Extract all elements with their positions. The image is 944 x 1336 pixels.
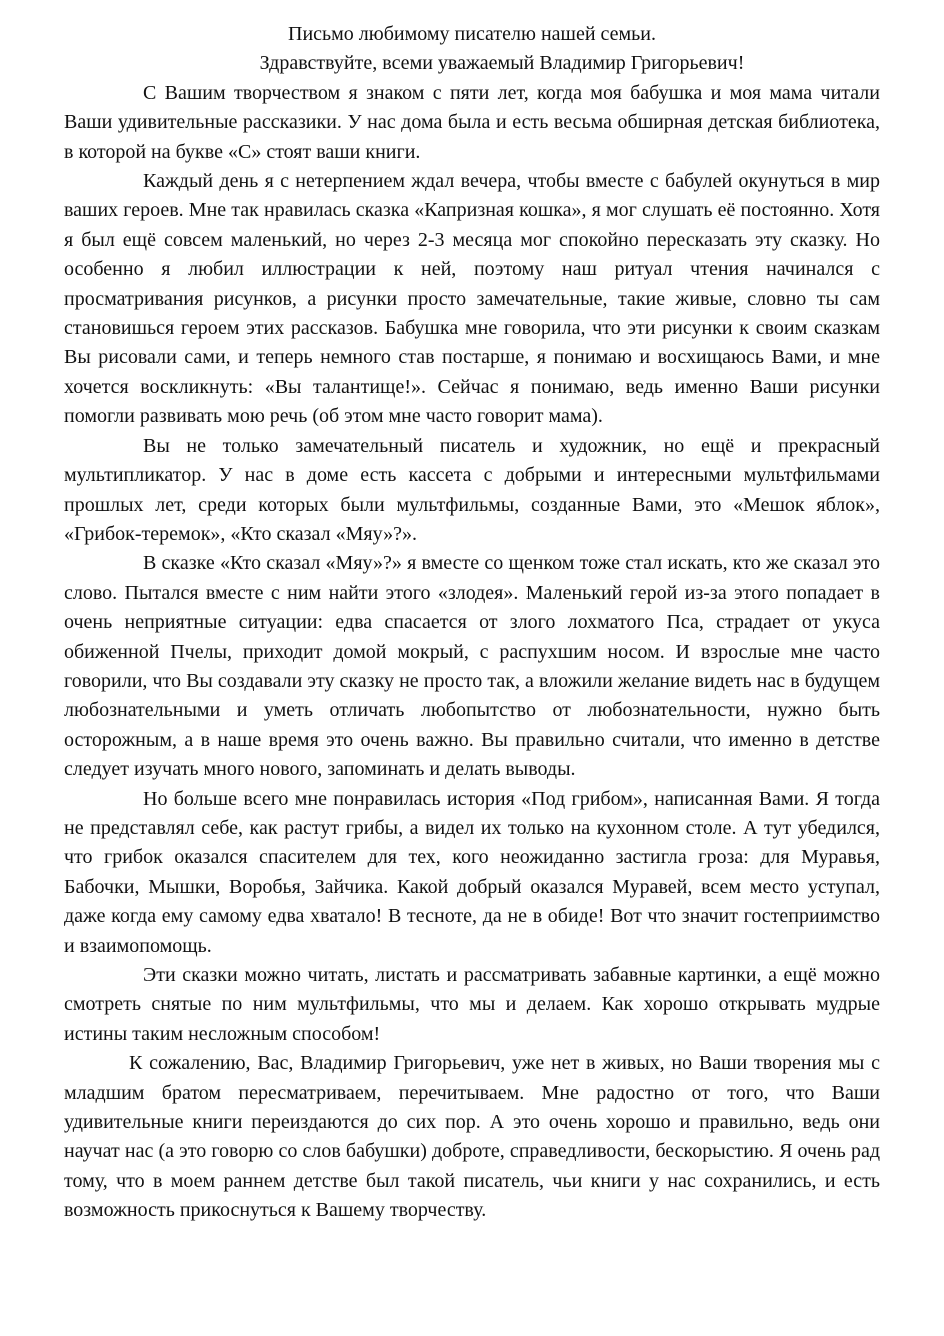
paragraph-1: С Вашим творчеством я знаком с пяти лет, когда моя бабушка и моя мама читали Ваши удивительные рассказики. У нас дома была и есть весьма обширная детская библиотека, в которой на букве «С» стоят ваши книги. bbox=[64, 81, 880, 163]
letter-title: Письмо любимому писателю нашей семьи. bbox=[288, 23, 656, 45]
paragraph-2: Каждый день я с нетерпением ждал вечера, чтобы вместе с бабулей окунуться в мир ваших героев. Мне так нравилась сказка «Капризная кошка», я мог слушать её постоянно. Хотя я был ещё совсем маленький, но через 2-3 месяца мог спокойно пересказать эту сказку. Но особенно я любил иллюстрации к ней, поэтому наш ритуал чтения начинался с просматривания рисунков, а рисунки просто замечательные, такие живые, словно ты сам становишься героем этих рассказов. Бабушка мне говорила, что эти рисунки к своим сказкам Вы рисовали сами, и теперь немного став постарше, я понимаю и восхищаюсь Вами, и мне хочется воскликнуть: «Вы талантище!». Сейчас я понимаю, ведь именно Ваши рисунки помогли развивать мою речь (об этом мне часто говорит мама). bbox=[64, 170, 880, 428]
paragraph-3: Вы не только замечательный писатель и художник, но ещё и прекрасный мультипликатор. У нас в доме есть кассета с добрыми и интересными мультфильмами прошлых лет, среди которых были мультфильмы, созданные Вами, это «Мешок яблок», «Грибок-теремок», «Кто сказал «Мяу»?». bbox=[64, 434, 880, 545]
paragraph-4: В сказке «Кто сказал «Мяу»?» я вместе со щенком тоже стал искать, кто же сказал это слово. Пытался вместе с ним найти этого «злодея». Маленький герой из-за этого попадает в очень неприятные ситуации: едва спасается от злого лохматого Пса, страдает от укуса обиженной Пчелы, приходит домой мокрый, с распухшим носом. И взрослые мне часто говорили, что Вы создавали эту сказку не просто так, а вложили желание видеть нас в будущем любознательными и уметь отличать любопытство от любознательности, нужно быть осторожным, а в наше время это очень важно. Вы правильно считали, что именно в детстве следует изучать много нового, запоминать и делать выводы. bbox=[64, 552, 880, 781]
paragraph-7: К сожалению, Вас, Владимир Григорьевич, уже нет в живых, но Ваши творения мы с младшим братом пересматриваем, перечитываем. Мне радостно от того, что Ваши удивительные книги переиздаются до сих пор. А это очень хорошо и правильно, ведь они научат нас (а это говорю со слов бабушки) доброте, справедливости, бескорыстию. Я очень рад тому, что в моем раннем детстве был такой писатель, чьи книги у нас сохранились, и есть возможность прикоснуться к Вашему творчеству. bbox=[64, 1052, 880, 1222]
paragraph-5: Но больше всего мне понравилась история «Под грибом», написанная Вами. Я тогда не представлял себе, как растут грибы, а видел их только на кухонном столе. А тут убедился, что грибок оказался спасителем для тех, кого неожиданно застигла гроза: для Муравья, Бабочки, Мышки, Воробья, Зайчика. Какой добрый оказался Муравей, всем место уступал, даже когда ему самому едва хватало! В тесноте, да не в обиде! Вот что значит гостеприимство и взаимопомощь. bbox=[64, 787, 880, 957]
letter-greeting: Здравствуйте, всеми уважаемый Владимир Григорьевич! bbox=[259, 52, 745, 75]
paragraph-6: Эти сказки можно читать, листать и рассматривать забавные картинки, а ещё можно смотреть снятые по ним мультфильмы, что мы и делаем. Как хорошо открывать мудрые истины таким несложным способом! bbox=[64, 964, 880, 1045]
